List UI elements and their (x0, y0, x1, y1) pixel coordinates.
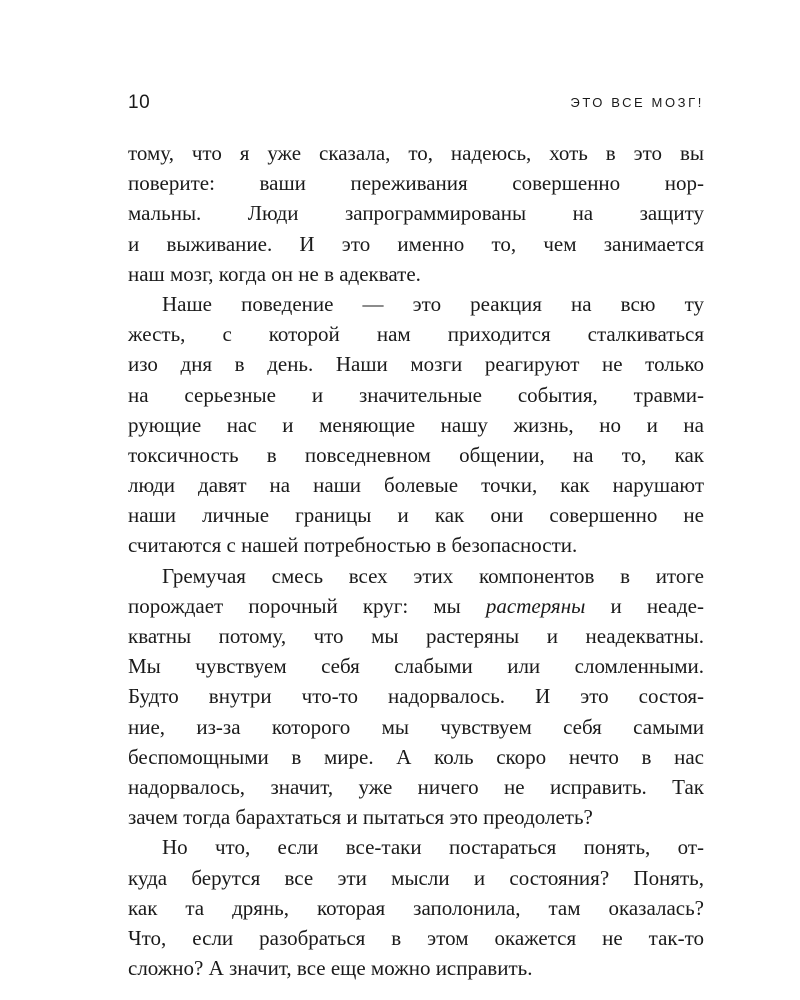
text-line: наш мозг, когда он не в адеквате. (128, 261, 421, 286)
text-line: сложно? А значит, все еще можно исправить. (128, 956, 533, 981)
paragraph-1 (128, 138, 704, 289)
text-line: зачем тогда барахтаться и пытаться это преодолеть? (128, 805, 593, 830)
paragraph-3 (128, 561, 704, 833)
text-line: Наше поведение — это реакция на всю ту (162, 291, 704, 316)
text-line: люди давят на наши болевые точки, как нарушают (128, 473, 704, 498)
text-line: жесть, с которой нам приходится сталкиваться (128, 322, 704, 347)
text-line: кватны потому, что мы растеряны и неадекватны. (128, 624, 704, 648)
text-line: токсичность в повседневном общении, на то, как (128, 442, 704, 467)
paragraph-2 (128, 289, 704, 561)
text-line: изо дня в день. Наши мозги реагируют не только (128, 352, 704, 377)
text-line: и выживание. И это именно то, чем занимается (128, 231, 704, 256)
body-text (128, 138, 704, 983)
text-line: на серьезные и значительные события, травми- (128, 382, 704, 407)
text-line: Но что, если все-таки постараться понять, от- (162, 835, 704, 860)
text-line: тому, что я уже сказала, то, надеюсь, хоть в это вы (128, 141, 704, 165)
page-number: 10 (128, 92, 151, 113)
text-line: Что, если разобраться в этом окажется не так-то (128, 925, 704, 950)
text-line: надорвалось, значит, уже ничего не исправить. Так (128, 774, 704, 799)
paragraph-4 (128, 832, 704, 983)
text-line: Мы чувствуем себя слабыми или сломленными. (128, 654, 704, 679)
text-line: беспомощными в мире. А коль скоро нечто в нас (128, 744, 704, 769)
text-line: поверите: ваши переживания совершенно нор- (128, 171, 704, 196)
text-line: как та дрянь, которая заполонила, там оказалась? (128, 895, 704, 920)
text-line: рующие нас и меняющие нашу жизнь, но и на (128, 412, 704, 437)
page-header (128, 90, 704, 116)
text-line: ние, из-за которого мы чувствуем себя самыми (128, 714, 704, 739)
text-line: Будто внутри что-то надорвалось. И это состоя- (128, 684, 704, 709)
text-segment: и неаде- (585, 593, 704, 618)
text-line: куда берутся все эти мысли и состояния? Понять, (128, 865, 704, 890)
text-segment: порождает порочный круг: мы (128, 593, 486, 618)
running-title: ЭТО ВСЕ МОЗГ! (570, 95, 704, 110)
text-line: мальны. Люди запрограммированы на защиту (128, 201, 704, 226)
text-line: считаются с нашей потребностью в безопасности. (128, 533, 578, 558)
text-line: Гремучая смесь всех этих компонентов в итоге (162, 563, 704, 588)
emphasized-word: растеряны (485, 593, 586, 618)
text-line: наши личные границы и как они совершенно не (128, 503, 704, 528)
text-line-with-emphasis (128, 591, 704, 621)
